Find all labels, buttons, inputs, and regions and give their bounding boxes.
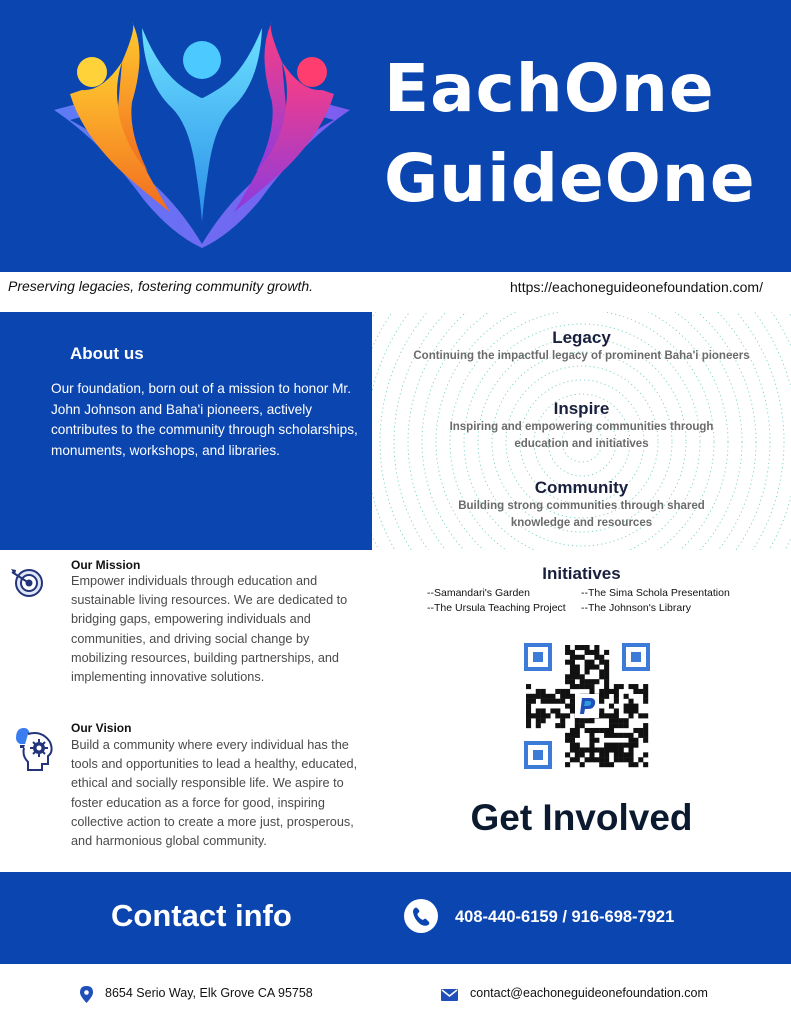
pillar-inspire xyxy=(372,399,791,453)
initiative-item: --The Ursula Teaching Project xyxy=(427,602,566,614)
contact-band xyxy=(0,872,791,964)
initiatives-title: Initiatives xyxy=(542,564,621,583)
initiative-item: --The Sima Schola Presentation xyxy=(581,587,730,599)
pillars-panel xyxy=(372,312,791,550)
paypal-qr-code[interactable] xyxy=(522,641,652,771)
pillar-text: Building strong communities through shared knowledge and resources xyxy=(458,500,705,529)
pillar-title: Legacy xyxy=(552,328,611,347)
pillar-legacy xyxy=(372,328,791,365)
pillar-community xyxy=(372,478,791,532)
mission-title: Our Mission xyxy=(71,558,141,572)
location-pin-icon xyxy=(80,986,93,1003)
address: 8654 Serio Way, Elk Grove CA 95758 xyxy=(105,986,313,1000)
about-body: Our foundation, born out of a mission to honor Mr. John Johnson and Baha'i pioneers, actively contributes to the community through scholarships, monuments, workshops, and libraries. xyxy=(51,381,358,458)
brand-line-1: EachOne xyxy=(384,50,715,127)
email-icon xyxy=(441,989,458,1001)
brand-name xyxy=(384,44,756,224)
phone-icon xyxy=(404,899,438,933)
mission-body: Empower individuals through education and sustainable living resources. We are dedicated to bridging gaps, empowering individuals and communities, and driving social change by mobilizing resources, building partnerships, and implementing innovative solutions. xyxy=(71,574,348,685)
brand-line-2: GuideOne xyxy=(384,140,756,217)
email-link[interactable]: contact@eachoneguideonefoundation.com xyxy=(470,986,708,1000)
pillar-text: Continuing the impactful legacy of prominent Baha'i pioneers xyxy=(413,350,750,362)
pillar-text: Inspiring and empowering communities through education and initiatives xyxy=(449,421,714,450)
tagline: Preserving legacies, fostering community growth. xyxy=(8,278,314,294)
phone-numbers[interactable]: 408-440-6159 / 916-698-7921 xyxy=(455,908,675,926)
about-panel xyxy=(0,312,372,550)
target-icon xyxy=(10,566,44,598)
pillar-title: Inspire xyxy=(553,399,610,418)
header-banner xyxy=(0,0,791,272)
pillar-title: Community xyxy=(534,478,629,497)
logo-icon xyxy=(52,22,362,252)
get-involved-cta[interactable]: Get Involved xyxy=(470,797,693,838)
initiative-item: --The Johnson's Library xyxy=(581,602,691,614)
initiative-item: --Samandari's Garden xyxy=(427,587,530,599)
contact-title: Contact info xyxy=(111,898,292,933)
website-link[interactable]: https://eachoneguideonefoundation.com/ xyxy=(510,279,763,295)
vision-body: Build a community where every individual has the tools and opportunities to lead a healthy, educated, ethical and socially responsible life. We aspire to foster education as a force for good, inspiring collective action to create a more just, prosperous, and harmonious global community. xyxy=(71,738,358,849)
head-gear-bulb-icon xyxy=(8,724,56,774)
about-heading: About us xyxy=(70,344,144,363)
vision-title: Our Vision xyxy=(71,721,132,735)
